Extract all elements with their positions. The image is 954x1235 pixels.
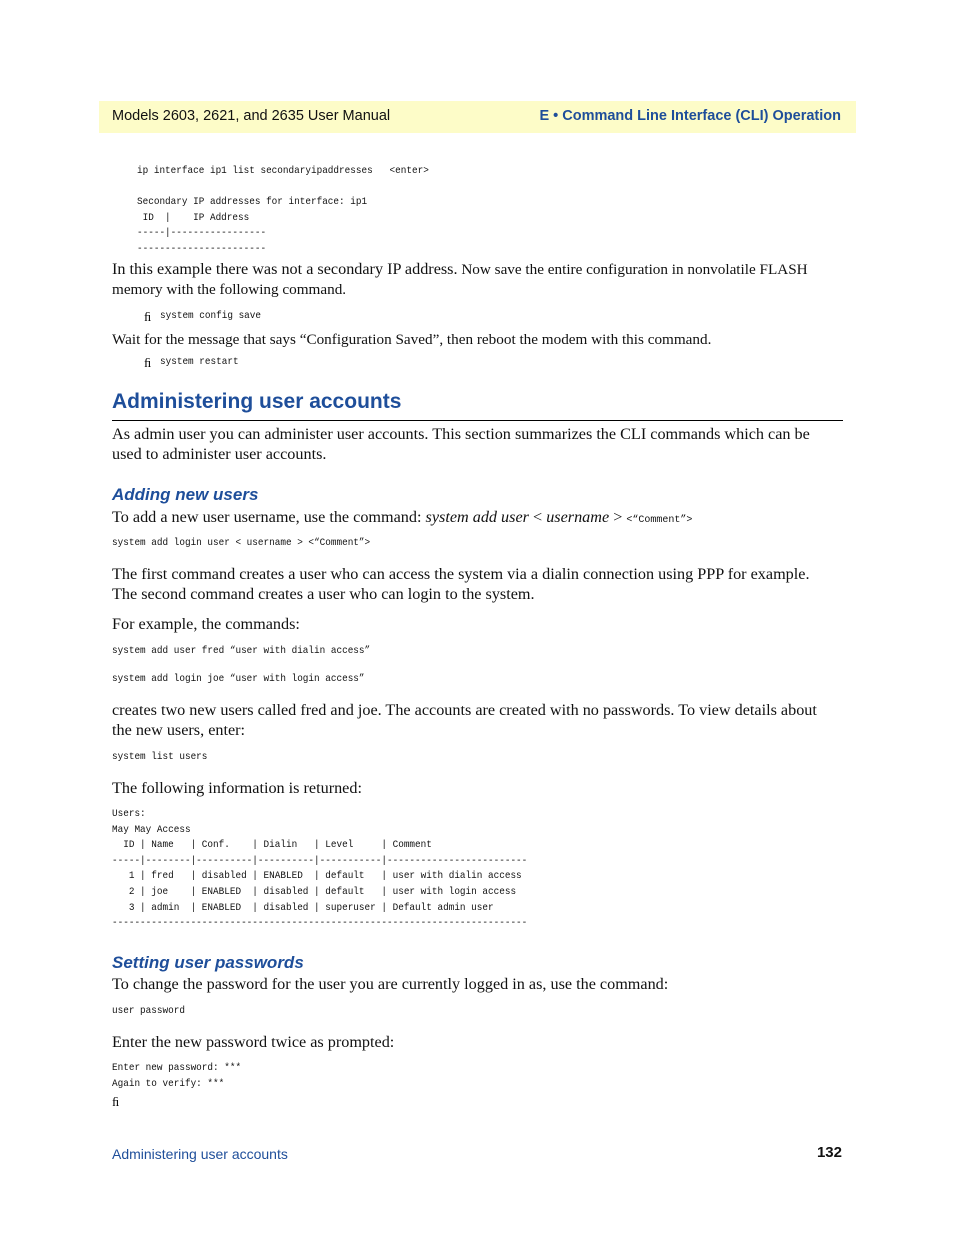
manual-title: Models 2603, 2621, and 2635 User Manual xyxy=(112,108,391,124)
command-add-joe: system add login joe “user with login access” xyxy=(112,673,365,685)
paragraph-admin-intro: As admin user you can administer user accounts. This section summarizes the CLI commands which can be xyxy=(112,425,810,443)
paragraph-change-password: To change the password for the user you are currently logged in as, use the command: xyxy=(112,975,669,993)
bullet-glyph: ﬁ xyxy=(144,309,152,324)
paragraph-add-command: To add a new user username, use the command: system add user < username > <“Comment”> xyxy=(112,508,693,526)
paragraph-admin-intro-cont: used to administer user accounts. xyxy=(112,445,327,463)
command-list-users: system list users xyxy=(112,751,208,763)
paragraph-example: For example, the commands: xyxy=(112,615,300,633)
paragraph-first-command-cont: The second command creates a user who can login to the system. xyxy=(112,585,535,603)
paragraph-creates-users: creates two new users called fred and joe. The accounts are created with no passwords. To view details about xyxy=(112,701,817,719)
command-add-fred: system add user fred “user with dialin access” xyxy=(112,645,371,657)
users-list-output: Users: May May Access ID | Name | Conf. | Dialin | Level | Comment -----|--------|----------|----------|-----------|------------------------- 1 | fred | disabled | ENABLED | default | user with dialin access 2 | joe | ENABLED | disabled | default | user with login access 3 | admin | ENABLED | disabled | superuser | Default admin user -------------------------------------------------------------------------- xyxy=(112,808,528,930)
paragraph-enter-twice: Enter the new password twice as prompted: xyxy=(112,1033,395,1051)
footer-section-title: Administering user accounts xyxy=(112,1146,288,1162)
paragraph-no-secondary: In this example there was not a secondary IP address. Now save the entire configuration in nonvolatile FLASH xyxy=(112,260,808,278)
subheading-setting-passwords: Setting user passwords xyxy=(112,953,304,972)
command-system-restart: system restart xyxy=(160,356,239,368)
heading-rule xyxy=(112,420,843,421)
subheading-adding-users: Adding new users xyxy=(112,485,259,504)
page-number: 132 xyxy=(816,1144,842,1161)
command-config-save: system config save xyxy=(160,310,262,322)
chapter-title: E • Command Line Interface (CLI) Operation xyxy=(539,108,841,124)
password-prompts-output: Enter new password: *** Again to verify: *** xyxy=(112,1062,242,1090)
trailing-glyph: ﬁ xyxy=(112,1094,120,1109)
section-heading: Administering user accounts xyxy=(112,390,402,413)
command-add-login: system add login user < username > <“Comment”> xyxy=(112,537,371,549)
command-secondary-ip: ip interface ip1 list secondaryipaddresses <enter> xyxy=(137,165,429,177)
paragraph-creates-users-cont: the new users, enter: xyxy=(112,721,246,739)
paragraph-first-command: The first command creates a user who can access the system via a dialin connection using PPP for example. xyxy=(112,565,810,583)
bullet-glyph: ﬁ xyxy=(144,355,152,370)
paragraph-wait: Wait for the message that says “Configuration Saved”, then reboot the modem with this command. xyxy=(112,331,712,348)
paragraph-following-info: The following information is returned: xyxy=(112,779,362,797)
paragraph-no-secondary-cont: memory with the following command. xyxy=(112,281,347,298)
command-user-password: user password xyxy=(112,1005,185,1017)
secondary-ip-output: Secondary IP addresses for interface: ip1 ID | IP Address -----|----------------- ----------------------- xyxy=(137,196,368,255)
